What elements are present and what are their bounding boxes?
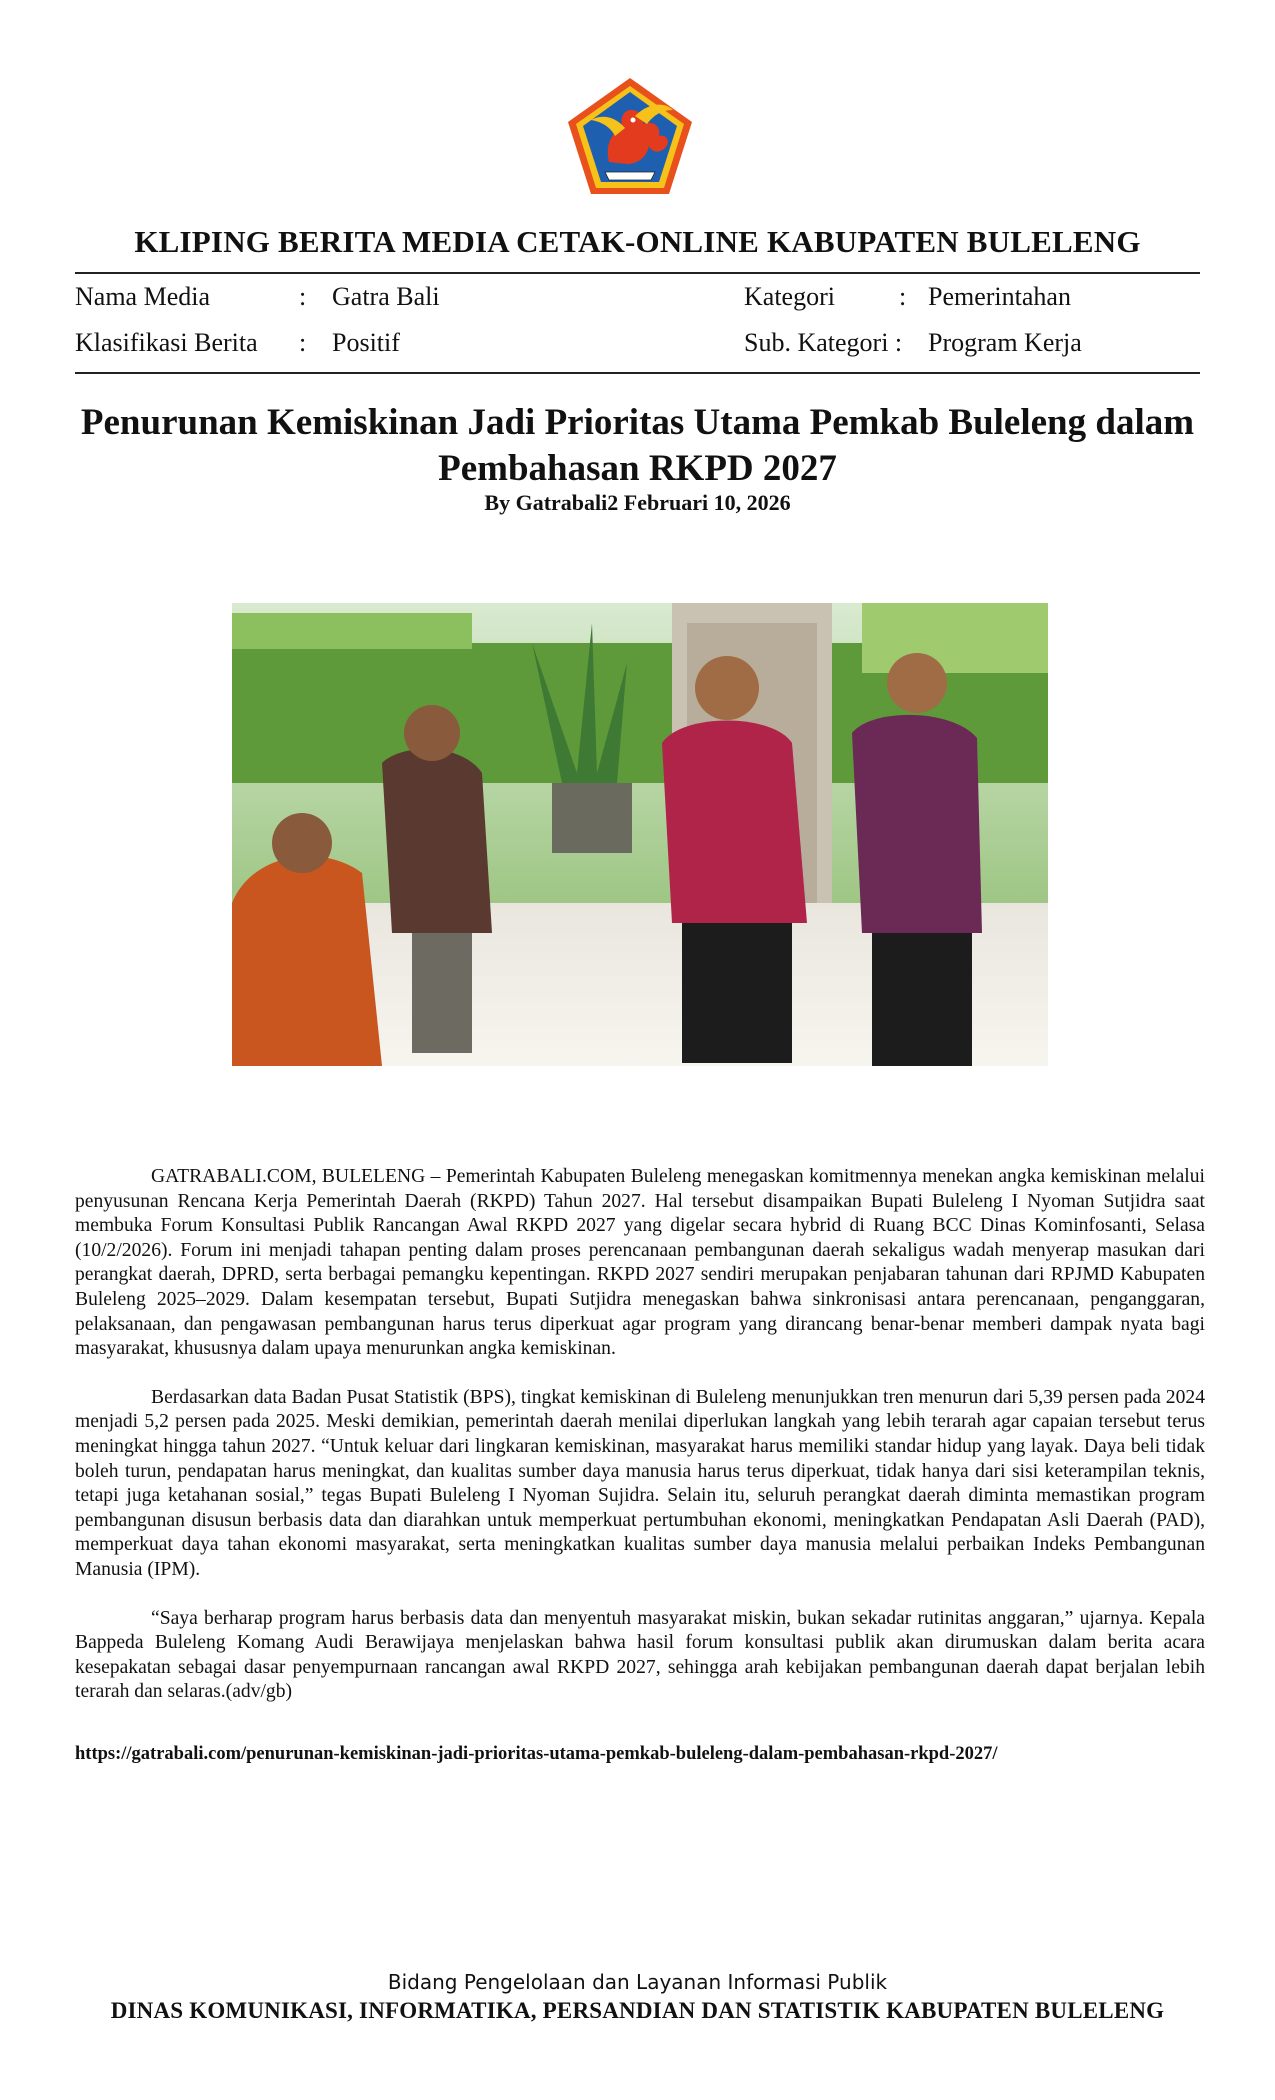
article-byline: By Gatrabali2 Februari 10, 2026 — [484, 490, 791, 515]
clipping-header-title: KLIPING BERITA MEDIA CETAK-ONLINE KABUPATEN BULELENG — [134, 224, 1141, 259]
article-paragraph: GATRABALI.COM, BULELENG – Pemerintah Kabupaten Buleleng menegaskan komitmennya menekan angka kemiskinan melalui penyusunan Rencana Kerja Pemerintah Daerah (RKPD) Tahun 2027. Hal tersebut disampaikan Bupati Buleleng I Nyoman Sutjidra saat membuka Forum Konsultasi Publik Rancangan Awal RKPD 2027 yang digelar secara hybrid di Ruang BCC Dinas Kominfosanti, Selasa (10/2/2026). Forum ini menjadi tahapan penting dalam proses perencanaan pembangunan daerah sekaligus wadah menyerap masukan dari perangkat daerah, DPRD, serta berbagai pemangku kepentingan. RKPD 2027 sendiri merupakan penjabaran tahunan dari RPJMD Kabupaten Buleleng 2025–2029. Dalam kesempatan tersebut, Bupati Sutjidra menegaskan bahwa sinkronisasi antara perencanaan, penganggaran, pelaksanaan, dan pengawasan pembangunan harus terus diperkuat agar program yang dirancang benar-benar memberi dampak nyata bagi masyarakat, khususnya dalam upaya menurunkan angka kemiskinan. — [75, 1166, 1205, 1360]
article-paragraph: Berdasarkan data Badan Pusat Statistik (BPS), tingkat kemiskinan di Buleleng menunjukkan tren menurun dari 5,39 persen pada 2024 menjadi 5,2 persen pada 2025. Meski demikian, pemerintah daerah menilai diperlukan langkah yang lebih terarah agar capaian tersebut terus meningkat hingga tahun 2027. “Untuk keluar dari lingkaran kemiskinan, masyarakat harus memiliki standar hidup yang layak. Daya beli tidak boleh turun, pendapatan harus meningkat, dan kualitas sumber daya manusia harus terus diperkuat, tidak hanya dari sisi keterampilan teknis, tetapi juga ketahanan sosial,” tegas Bupati Buleleng I Nyoman Sujidra. Selain itu, seluruh perangkat daerah diminta memastikan program pembangunan disusun berbasis data dan diarahkan untuk memperkuat pertumbuhan ekonomi, meningkatkan Pendapatan Asli Daerah (PAD), memperkuat daya tahan ekonomi masyarakat, serta meningkatkan kualitas sumber daya manusia melalui perbaikan Indeks Pembangunan Manusia (IPM). — [75, 1386, 1205, 1580]
sub-category-label: Sub. Kategori : — [744, 328, 903, 357]
category-colon: : — [899, 282, 907, 311]
article-photo — [232, 603, 1048, 1066]
article-paragraph: “Saya berharap program harus berbasis data dan menyentuh masyarakat miskin, bukan sekadar rutinitas anggaran,” ujarnya. Kepala Bappeda Buleleng Komang Audi Berawijaya menjelaskan bahwa hasil forum konsultasi publik akan dirumuskan dalam berita acara kesepakatan sebagai dasar penyempurnaan rancangan awal RKPD 2027, sehingga arah kebijakan pembangunan daerah dapat berjalan lebih terarah dan selaras.(adv/gb) — [75, 1607, 1205, 1703]
header-divider-top — [75, 272, 1200, 274]
news-classification-value: Positif — [332, 328, 400, 357]
category-value: Pemerintahan — [928, 282, 1071, 311]
media-name-value: Gatra Bali — [332, 282, 440, 311]
article-title: Penurunan Kemiskinan Jadi Prioritas Utama Pemkab Buleleng dalam Pembahasan RKPD 2027 — [80, 402, 1195, 489]
footer-agency: DINAS KOMUNIKASI, INFORMATIKA, PERSANDIAN DAN STATISTIK KABUPATEN BULELENG — [110, 1998, 1165, 2023]
header-divider-bottom — [75, 372, 1200, 374]
media-name-colon: : — [299, 282, 307, 311]
sub-category-value: Program Kerja — [928, 328, 1082, 357]
media-name-label: Nama Media — [75, 282, 211, 311]
kabupaten-buleleng-logo — [565, 76, 695, 198]
category-label: Kategori — [744, 282, 835, 311]
footer-division: Bidang Pengelolaan dan Layanan Informasi Publik — [387, 1970, 888, 1994]
news-classification-label: Klasifikasi Berita — [75, 328, 258, 357]
article-body — [75, 1165, 1205, 1729]
news-classification-colon: : — [299, 328, 307, 357]
source-url-link[interactable]: https://gatrabali.com/penurunan-kemiskinan-jadi-prioritas-utama-pemkab-buleleng-dalam-pembahasan-rkpd-2027/ — [75, 1744, 998, 1764]
singa-ambara-raja-emblem-icon — [565, 76, 695, 198]
